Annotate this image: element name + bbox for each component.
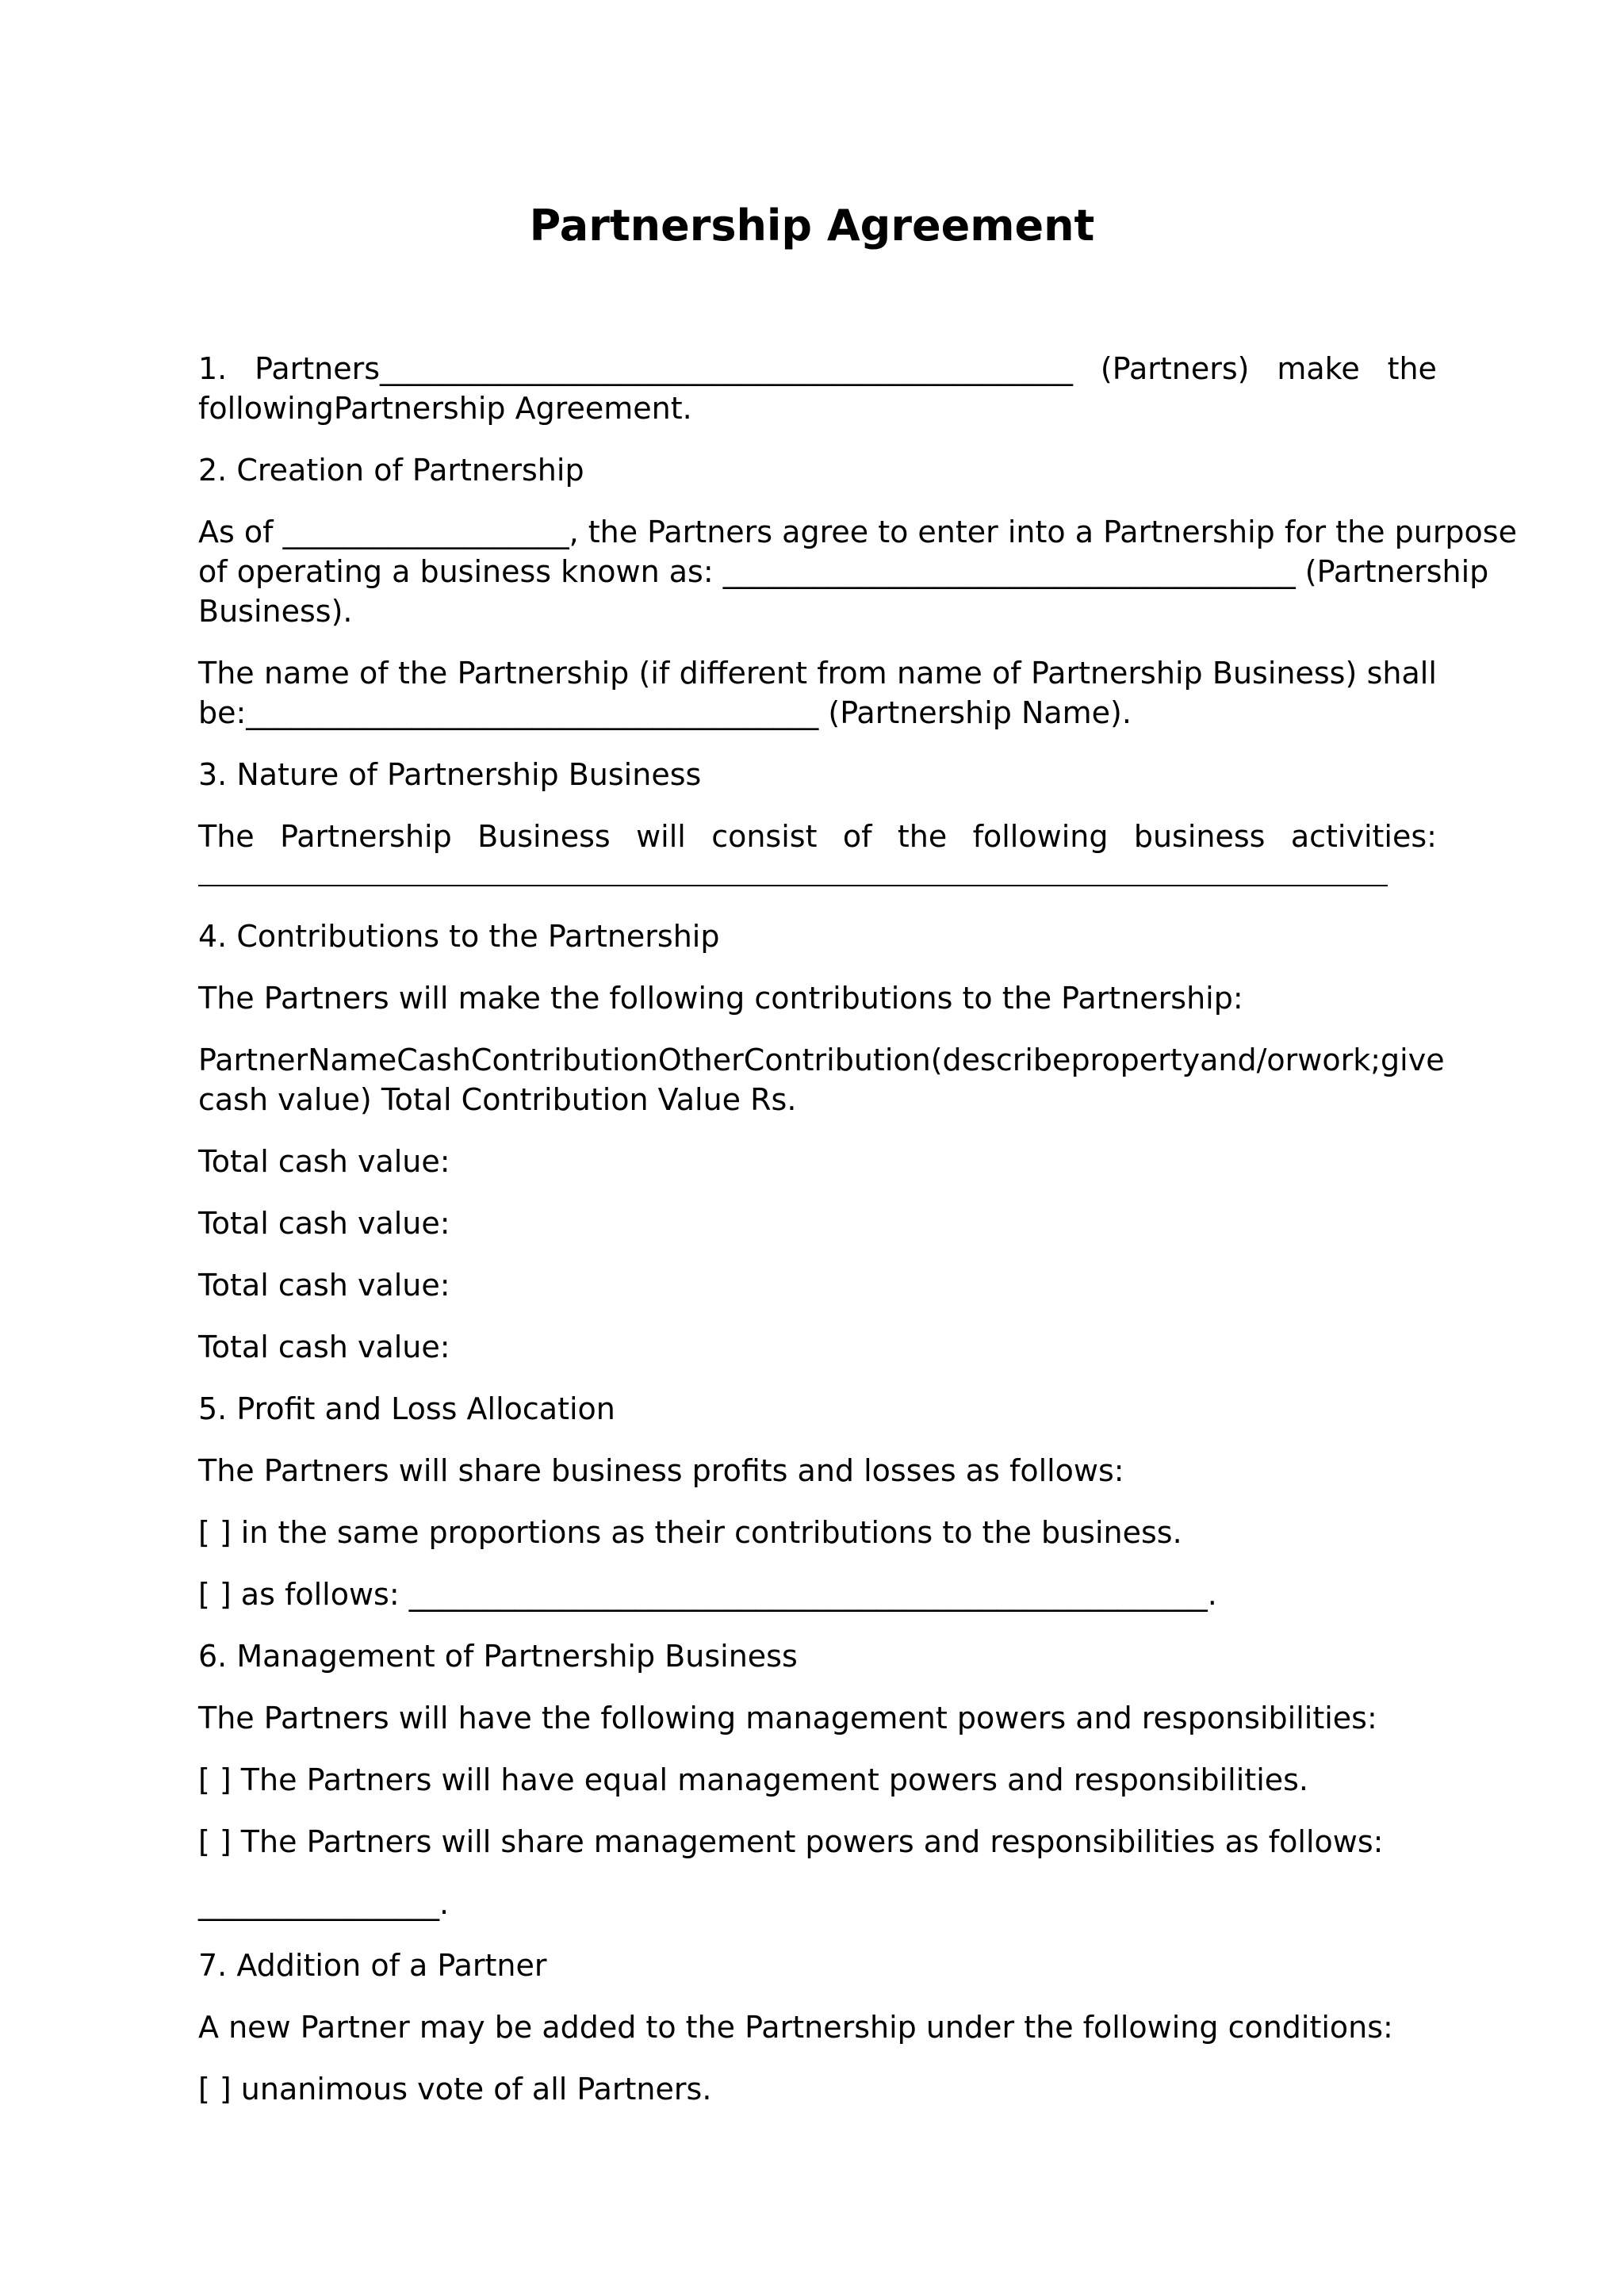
word: from: [817, 656, 887, 691]
word: Business): [1212, 656, 1358, 691]
blank-line: [198, 885, 1388, 886]
total-cash-value-3: Total cash value:: [198, 1268, 450, 1303]
word: the: [897, 819, 948, 854]
word: Other: [657, 1043, 744, 1077]
section-4-heading: 4. Contributions to the Partnership: [198, 919, 720, 954]
word: Name: [308, 1043, 397, 1077]
word: Partnership: [280, 819, 452, 854]
word: (if: [638, 656, 670, 691]
section-4-paragraph-2-line-1: [198, 1040, 1445, 1080]
word: name: [896, 656, 982, 691]
total-cash-value-4: Total cash value:: [198, 1330, 450, 1364]
word: Partner: [198, 1043, 308, 1077]
word: Cash: [396, 1043, 471, 1077]
word: business: [1133, 819, 1266, 854]
section-2-heading: 2. Creation of Partnership: [198, 453, 584, 488]
section-3-paragraph-1: [198, 817, 1437, 856]
word: give: [1381, 1043, 1445, 1077]
section-4-paragraph-1: The Partners will make the following contributions to the Partnership:: [198, 981, 1243, 1016]
total-cash-value-2: Total cash value:: [198, 1206, 450, 1241]
word: of: [842, 819, 872, 854]
section-6-heading: 6. Management of Partnership Business: [198, 1639, 798, 1674]
section-6-option-2-blank: ________________.: [198, 1886, 450, 1921]
word: (Partners): [1100, 351, 1250, 386]
section-2-paragraph-1-line-1: As of ___________________, the Partners agree to enter into a Partnership for the purpose: [198, 515, 1517, 549]
section-1-line-1: [198, 349, 1437, 388]
section-2-paragraph-1-line-2: of operating a business known as: ______________________________________ (Partnership: [198, 554, 1489, 589]
section-7-heading: 7. Addition of a Partner: [198, 1948, 547, 1983]
section-5-paragraph-1: The Partners will share business profits and losses as follows:: [198, 1453, 1124, 1488]
word: the: [1387, 351, 1437, 386]
section-3-heading: 3. Nature of Partnership Business: [198, 757, 702, 792]
section-5-option-2: [ ] as follows: _____________________________________________________.: [198, 1577, 1217, 1612]
section-4-paragraph-2-line-2: cash value) Total Contribution Value Rs.: [198, 1082, 797, 1117]
section-1-line-2: followingPartnership Agreement.: [198, 391, 692, 426]
word: Partners______________________________________________: [255, 351, 1074, 386]
word: The: [198, 656, 255, 691]
section-6-option-1: [ ] The Partners will have equal management powers and responsibilities.: [198, 1762, 1309, 1797]
document-title: Partnership Agreement: [529, 201, 1095, 251]
word: Contribution: [470, 1043, 658, 1077]
section-6-option-2: [ ] The Partners will share management powers and responsibilities as follows:: [198, 1824, 1384, 1859]
word: make: [1277, 351, 1360, 386]
word: Partnership: [1030, 656, 1203, 691]
section-2-paragraph-2-line-2: be:______________________________________ (Partnership Name).: [198, 695, 1132, 730]
word: will: [636, 819, 686, 854]
word: activities:: [1290, 819, 1437, 854]
section-7-paragraph-1: A new Partner may be added to the Partnership under the following conditions:: [198, 2010, 1393, 2045]
word: Contribution: [743, 1043, 931, 1077]
word: Business: [477, 819, 611, 854]
section-5-heading: 5. Profit and Loss Allocation: [198, 1391, 615, 1426]
total-cash-value-1: Total cash value:: [198, 1144, 450, 1179]
word: following: [972, 819, 1109, 854]
section-7-option-1: [ ] unanimous vote of all Partners.: [198, 2072, 712, 2107]
word: name: [263, 656, 350, 691]
section-5-option-1: [ ] in the same proportions as their contributions to the business.: [198, 1515, 1182, 1550]
word: shall: [1366, 656, 1437, 691]
word: different: [679, 656, 807, 691]
word: 1.: [198, 351, 228, 386]
word: the: [397, 656, 448, 691]
word: (describe: [930, 1043, 1071, 1077]
word: Partnership: [457, 656, 630, 691]
word: and/or: [1200, 1043, 1298, 1077]
word: property: [1071, 1043, 1201, 1077]
word: consist: [711, 819, 818, 854]
section-2-paragraph-2-line-1: [198, 653, 1437, 693]
section-2-paragraph-1-line-3: Business).: [198, 594, 353, 629]
section-6-paragraph-1: The Partners will have the following management powers and responsibilities:: [198, 1701, 1377, 1735]
word: of: [992, 656, 1021, 691]
word: work;: [1297, 1043, 1381, 1077]
word: The: [198, 819, 255, 854]
word: of: [359, 656, 389, 691]
